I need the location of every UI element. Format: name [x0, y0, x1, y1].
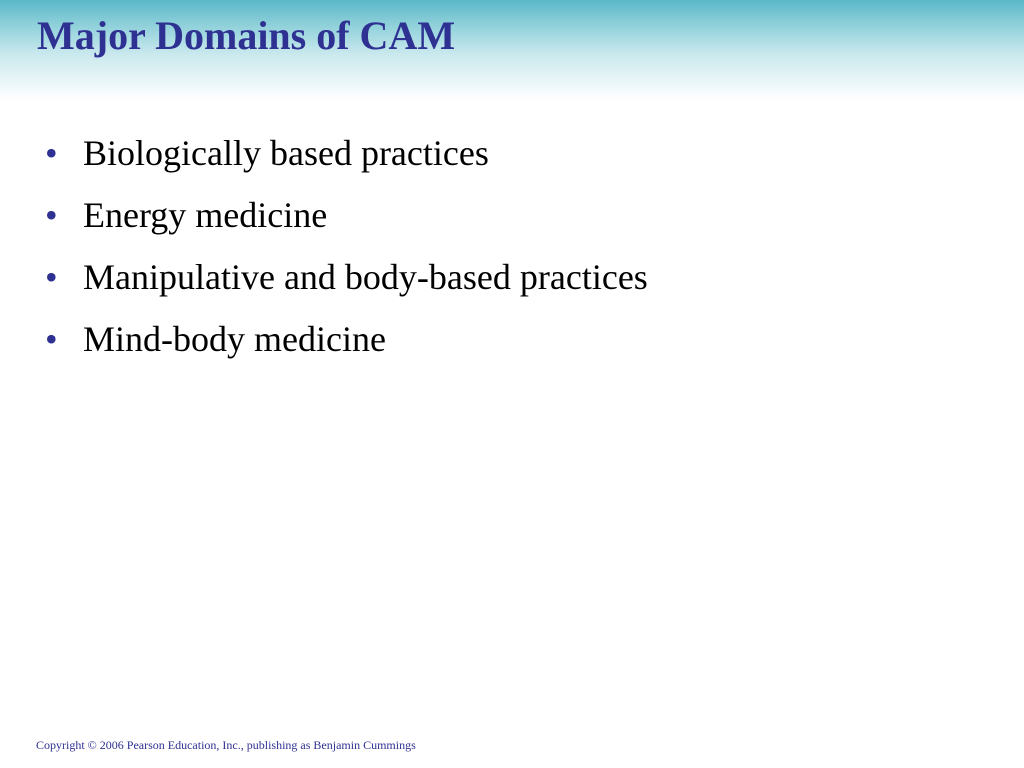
bullet-icon: •	[45, 319, 58, 359]
bullet-text: Manipulative and body-based practices	[83, 257, 648, 297]
bullet-icon: •	[45, 133, 58, 173]
list-item	[45, 194, 648, 256]
slide-title: Major Domains of CAM	[37, 13, 456, 58]
list-item	[45, 132, 648, 194]
list-item	[45, 318, 648, 380]
bullet-list	[45, 132, 648, 380]
bullet-text: Mind-body medicine	[83, 319, 386, 359]
copyright-footer: Copyright © 2006 Pearson Education, Inc., publishing as Benjamin Cummings	[36, 738, 416, 752]
bullet-text: Energy medicine	[83, 195, 328, 235]
bullet-icon: •	[45, 257, 58, 297]
bullet-text: Biologically based practices	[83, 133, 489, 173]
list-item	[45, 256, 648, 318]
bullet-icon: •	[45, 195, 58, 235]
